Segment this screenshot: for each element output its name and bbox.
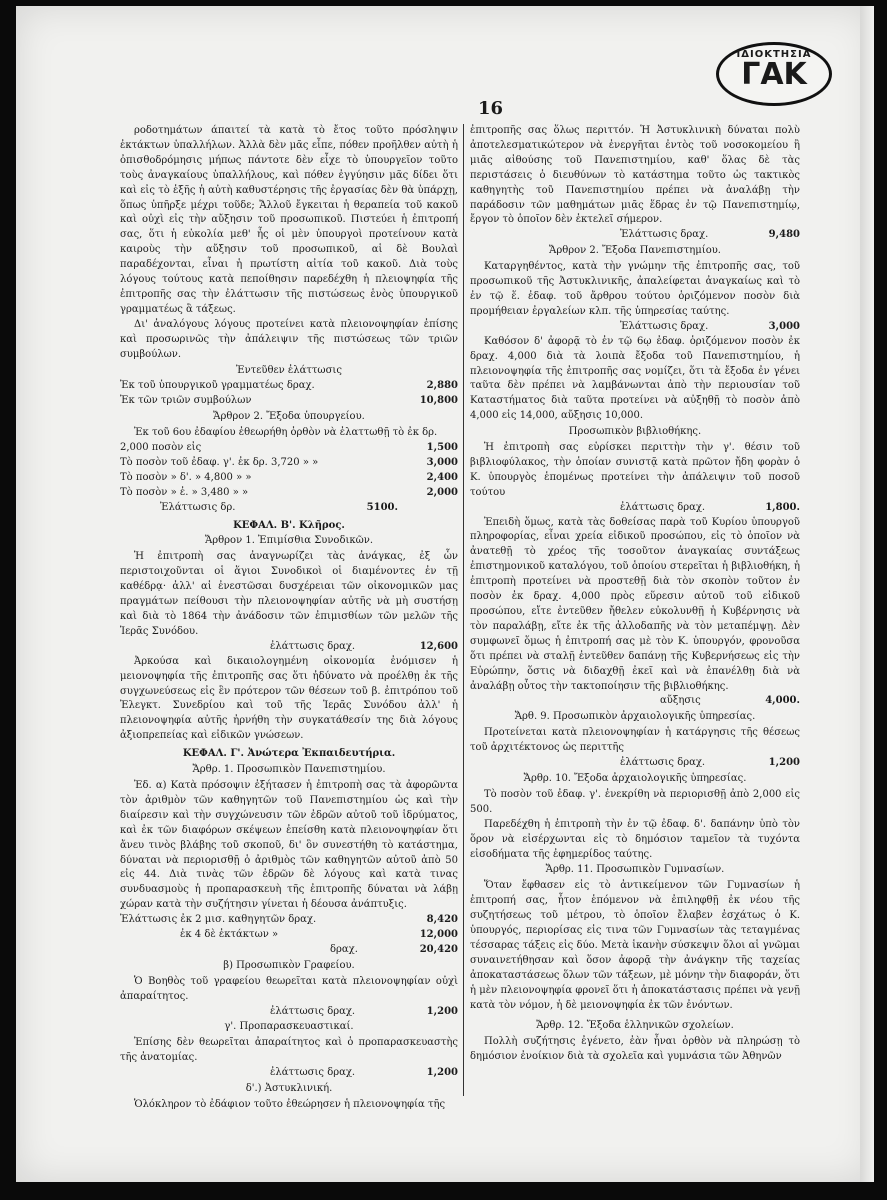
subheading: Ἐντεῦθεν ἐλάττωσις <box>236 364 342 376</box>
paragraph: Ἐδ. α) Κατὰ πρόσοψιν ἐξήτασεν ἡ ἐπιτροπὴ σας τὰ ἀφορῶντα τὸν ἀριθμὸν τῶν καθηγητῶν τοῦ Πανεπιστημίου ὡς καὶ τὴν διαίρεσιν καὶ τὴν συγχώνευσιν τῶν ἐδρῶν αὐτοῦ τοῦ ἱδρύματος, καὶ ἐκ τῶν διαφόρων σκέψεων ἐπείσθη κατὰ πλειονοψηφίαν ὅτι ἄνευ τινὸς βλάβης τοῦ σκοποῦ, δι' ὃν συνεστήθη τὸ κατάστημα, δύναται νὰ περιορισθῇ ὁ ἀριθμὸς τῶν καθηγητῶν αὐτοῦ ἀπὸ 50 εἰς 44. Διὰ τινὰς τῶν ἐδρῶν δὲ λόγους καὶ κατὰ τινας συνδυασμοὺς ἡ προπαρασκευὴ τῆς ἐπιτροπῆς δύναται νὰ λάβῃ χώραν κατὰ τὴν συζήτησιν γίνεται ἡ δέουσα ἀνάπτυξις. <box>120 779 458 911</box>
paragraph: Ἐπειδὴ ὅμως, κατὰ τὰς δοθείσας παρὰ τοῦ Κυρίου ὑπουργοῦ πληροφορίας, εἶναι χρεία εἰδικοῦ προσώπου, εἰς τὸ ὁποῖον νὰ ἀνατεθῇ τὸ χρέος τῆς τοσοῦτον ἀναγκαίας συντάξεως ἐπιστημονικοῦ καταλόγου, τοῦ ὁποίου στερεῖται ἡ βιβλιοθήκη, ἡ ἐπιτροπὴ προτείνει νὰ προστεθῇ διὰ τὸν σκοπὸν τοῦτον ἐν ποσὸν ἐκ δραχ. 4,000 πρὸς εὕρεσιν αὐτοῦ τοῦ εἰδικοῦ προσώπου, εἴτε ἐντεῦθεν ἤθελεν εὐκολυνθῇ ἡ Κυβέρνησις νὰ τὸν παραλάβῃ, εἴτε ἐκ τῆς ἀλλοδαπῆς νὰ τὸν μεταπέμψῃ. Δὲν συμφωνεῖ ὅμως ἡ ἐπιτροπή σας μὲ τὸν Κ. ὑπουργόν, φρονοῦσα ὅτι πρέπει νὰ σταλῇ ἐντεῦθεν δαπάνῃ τῆς Κυβερνήσεως εἰς τὴν Εὐρώπην, ὅστις νὰ διδαχθῇ ἐκεῖ καὶ νὰ ἐπανέλθῃ διὰ νὰ ἀναλάβῃ οὗτος τὴν τακτοποίησιν τῆς βιβλιοθήκης. <box>470 516 800 692</box>
ledger-row <box>470 228 800 243</box>
ledger-label: Ἐκ τῶν τριῶν συμβούλων <box>120 395 252 407</box>
ledger-row <box>120 441 458 456</box>
ledger-label: Ἐκ τοῦ ὑπουργικοῦ γραμματέως δραχ. <box>120 380 315 392</box>
ledger-row <box>120 913 458 928</box>
ledger-value: 3,000 <box>768 320 800 332</box>
paragraph: Ἡ ἐπιτροπὴ σας ἀναγνωρίζει τὰς ἀνάγκας, ἐξ ὧν περιστοιχοῦνται οἱ ἅγιοι Συνοδικοὶ οἱ διαμένοντες ἐν τῇ καθέδρᾳ· ἀλλ' αἱ ἐνεστῶσαι δυσχέρειαι τῶν οἰκονομικῶν μας πραγμάτων πείθουσι τὴν πλειονοψηφίαν αὐτῆς νὰ μὴ συστήσῃ καὶ διὰ τὸ 1864 τὴν ἀνάδοσιν τῶν ἐπιμισθίων τῶν μελῶν τῆς Ἱερᾶς Συνόδου. <box>120 551 458 637</box>
ledger-value: 2,880 <box>426 380 458 392</box>
ledger-row <box>120 456 458 471</box>
page-number: 16 <box>478 98 504 119</box>
ledger-label: ἐκ 4 δὲ ἐκτάκτων » <box>180 929 279 941</box>
ledger-label: Ἐλάττωσις ἐκ 2 μισ. καθηγητῶν δραχ. <box>120 914 317 926</box>
paragraph: Ἀρκούσα καὶ δικαιολογημένη οἰκονομία ἐνόμισεν ἡ μειονοψηφία τῆς ἐπιτροπῆς σας ὅτι ἠδύνατο νὰ προέλθῃ ἐκ τῆς συγχωνεύσεως εἰς ἓν πρότερον τῶν θέσεων τοῦ β. ἐπιτρόπου τοῦ Ἐλεγκτ. Συνεδρίου καὶ τοῦ τῆς Ἱερᾶς Συνόδου ἀλλ' ἡ πλειονοψηφία αὐτῆς ἠρνήθη τὴν συγκατάθεσίν της διὰ λόγους ἀξιοπρεπείας καὶ εἰδικῶν γνώσεων. <box>120 655 458 742</box>
column-divider <box>463 124 464 1096</box>
ledger-label: Τὸ ποσὸν » ἐ. » 3,480 » » <box>120 486 249 498</box>
ledger-label: Ἐλάττωσις δραχ. <box>620 229 709 241</box>
ledger-label: ἐλάττωσις δραχ. <box>270 1067 356 1079</box>
chapter-heading: ΚΕΦΑΛ. Β'. Κλῆρος. <box>233 519 345 531</box>
paragraph: Παρεδέχθη ἡ ἐπιτροπὴ τὴν ἐν τῷ ἐδαφ. δ'. δαπάνην ὑπὸ τὸν ὅρον νὰ εἰσέρχωνται εἰς τὸ δημόσιον ταμεῖον τὰ τυχόντα εἰσοδήματα τῆς ἐφημερίδος ταύτης. <box>470 818 800 860</box>
article-heading: Ἄρθρ. 10. Ἔξοδα ἀρχαιολογικῆς ὑπηρεσίας. <box>523 772 747 784</box>
ledger-value: 4,000. <box>765 695 800 707</box>
ledger-note: Ἐκ τοῦ 6ου ἐδαφίου ἐθεωρήθη ὀρθὸν νὰ ἐλαττωθῇ τὸ ἐκ δρ. <box>134 427 438 439</box>
ledger-value: 2,000 <box>426 486 458 498</box>
chapter-heading: ΚΕΦΑΛ. Γ'. Ἀνώτερα Ἐκπαιδευτήρια. <box>182 748 396 760</box>
stamp-logo-text: ΓΑΚ <box>741 57 807 92</box>
ledger-row <box>120 943 458 958</box>
ledger-value: 2,400 <box>426 471 458 483</box>
ledger-value: 12,000 <box>419 929 458 941</box>
ledger-value: 20,420 <box>419 943 458 955</box>
ownership-stamp <box>716 42 832 106</box>
ledger-label: Τὸ ποσὸν » δ'. » 4,800 » » <box>120 471 252 483</box>
ledger-value: 1,800. <box>765 501 800 513</box>
ledger-row <box>120 640 458 655</box>
ledger-value: 10,800 <box>419 395 458 407</box>
ledger-row <box>120 1005 458 1020</box>
article-heading: Ἄρθ. 9. Προσωπικὸν ἀρχαιολογικῆς ὑπηρεσίας. <box>514 711 756 723</box>
article-heading: Ἄρθρ. 11. Προσωπικὸν Γυμνασίων. <box>545 864 725 876</box>
ledger-row <box>470 694 800 709</box>
paragraph: Ὅταν ἔφθασεν εἰς τὸ ἀντικείμενον τῶν Γυμνασίων ἡ ἐπιτροπή σας, ἦτον ἑπόμενον νὰ ἐπιληφθῇ ἐκ νέου τῆς συζητήσεως τοῦ μέτρου, τὸ ὁποῖον ἔλαβεν ἐσχάτως ὁ Κ. ὑπουργός, περιορίσας εἰς τινα τῶν Γυμνασίων τὰς τεταγμένας τέσσαρας τάξεις εἰς δύο. Μετὰ ἱκανὴν σύσκεψιν ὅλοι αἱ γνῶμαι συναινετήθησαν καὶ ὅσον ἀφορᾷ τὴν ἀνάγκην τῆς ταχείας ἀποκαταστάσεως ὅλων τῶν τάξεων, μὲ μόνην τὴν διαφοράν, ὅτι ἡ μὲν πλειονοψηφία φρονεῖ ὅτι ἡ ἀποκατάστασις πρέπει νὰ γενῇ κατὰ τὸν νόμον, ἡ δὲ μειονοψηφία ἐκ τῶν ἐνόντων. <box>470 880 800 1011</box>
article-heading: Ἄρθρον 2. Ἔξοδα Πανεπιστημίου. <box>549 245 721 257</box>
section-heading: Προσωπικὸν βιβλιοθήκης. <box>568 426 702 438</box>
ledger-label: δραχ. <box>330 943 358 955</box>
ledger-label: ἐλάττωσις δραχ. <box>620 501 706 513</box>
ledger-label: Τὸ ποσὸν τοῦ ἐδαφ. γ'. ἐκ δρ. 3,720 » » <box>120 456 319 468</box>
paragraph: Ἡ ἐπιτροπὴ σας εὑρίσκει περιττὴν τὴν γ'. θέσιν τοῦ βιβλιοφύλακος, τὴν ὁποίαν συνιστᾷ κατὰ πρῶτον ἤδη φορὰν ὁ Κ. ὑπουργὸς ἑπομένως προτείνει τὴν ἀπάλειψιν τοῦ ποσοῦ τούτου <box>470 442 800 498</box>
paragraph: Δι' ἀναλόγους λόγους προτείνει κατὰ πλειονοψηφίαν ἐπίσης καὶ προσωρινῶς τὴν ἀπάλειψιν τῆς πιστώσεως τῶν τριῶν συμβούλων. <box>120 318 458 360</box>
paragraph: Πολλὴ συζήτησις ἐγένετο, ἐὰν ἦναι ὀρθὸν νὰ πληρώσῃ τὸ δημόσιον ἐνοίκιον διὰ τὰ σχολεῖα καὶ γυμνάσια τῶν Ἀθηνῶν <box>470 1036 800 1063</box>
ledger-label: Ἐλάττωσις δρ. <box>160 501 236 513</box>
section-heading: γ'. Προπαρασκευαστικαί. <box>224 1021 354 1033</box>
ledger-row <box>120 501 458 516</box>
paragraph: ροδοτημάτων άπαιτεί τὰ κατὰ τὸ ἔτος τοῦτο πρόσληψιν ἐκτάκτων ὑπαλλήλων. Ἀλλὰ δὲν μᾶς εἶπε, πόθεν προῆλθεν αὐτὴ ἡ ὀπισθοδρόμησις μήπως πάντοτε δὲν εἶχε τὸ ὑπουργεῖον τοῦτο τοὺς ἀναγκαίους ὑπαλλήλους, καὶ πόθεν ἐγγύησιν μᾶς δίδει ὅτι καὶ εἰς τὸ ἑξῆς ἡ αὐτὴ καθυστέρησις τῆς ἐργασίας δὲν θὰ ὑπάρχῃ, ὅπως ὑπῆρξε μέχρι τοῦδε; Ἄλλοῦ ἔγκειται ἡ θεραπεία τοῦ κακοῦ καὶ οὐχὶ εἰς τὴν αὔξησιν τοῦ προσωπικοῦ. Πιστεύει ἡ ἐπιτροπή σας, ὅτι ἡ εὐκολία μεθ' ἧς οἱ μὲν ὑπουργοὶ προτείνουν κατὰ καιροὺς τὴν αὔξησιν τοῦ προσωπικοῦ, αἱ δὲ Βουλαὶ παραδέχονται, εἶναι ἡ πρωτίστη αἰτία τοῦ κακοῦ. Διὰ τοὺς λόγους τούτους κατὰ πεποίθησιν παρεδέχθη ἡ πλειοψηφία τῆς ἐπιτροπῆς σας τὴν ἐλάττωσιν τῆς πιστώσεως ἑνὸς ὑπουργικοῦ γραμματέως ἃ τάξεως. <box>120 125 458 315</box>
paragraph: Ὁ Βοηθὸς τοῦ γραφείου θεωρεῖται κατὰ πλειονοψηφίαν οὐχὶ ἀπαραίτητος. <box>120 975 458 1002</box>
ledger-row <box>120 379 458 394</box>
ledger-label: 2,000 ποσὸν εἰς <box>120 442 202 454</box>
ledger-row <box>470 756 800 771</box>
ledger-row <box>470 501 800 516</box>
left-column <box>120 124 458 1113</box>
ledger-row <box>120 471 458 486</box>
paragraph: Καθόσον δ' ἀφορᾷ τὸ ἐν τῷ 6ῳ ἐδαφ. ὁριζόμενον ποσὸν ἐκ δραχ. 4,000 διὰ τὰ λοιπὰ ἔξοδα τοῦ Πανεπιστημίου, ἡ πλειονοψηφία τῆς ἐπιτροπῆς σας νομίζει, ὅτι τὰ ἔξοδα ἐν γένει ταῦτα δὲν πρέπει νὰ λαμβάνωνται ἀπὸ τὴν περιουσίαν τοῦ Καταστήματος διὰ ταῦτα προτείνει νὰ αὐξηθῇ τὸ ποσὸν ἀπὸ 4,000 εἰς 14,000, αὔξησις 10,000. <box>470 335 800 422</box>
stamp-caption: ΙΔΙΟΚΤΗΣΙΑ <box>736 49 812 60</box>
article-heading: Ἄρθρ. 1. Προσωπικὸν Πανεπιστημίου. <box>192 764 386 776</box>
ledger-label: αὔξησις <box>660 695 701 707</box>
right-column <box>470 124 800 1065</box>
ledger-label: ἐλάττωσις δραχ. <box>270 1005 356 1017</box>
ledger-label: Ἐλάττωσις δραχ. <box>620 320 709 332</box>
paragraph: Καταργηθέντος, κατὰ τὴν γνώμην τῆς ἐπιτροπῆς σας, τοῦ προσωπικοῦ τῆς Ἀστυκλινικῆς, ἀπαλείφεται ἀναγκαίως καὶ τὸ ἐν τῷ ἕ. ἐδαφ. τοῦ ἄρθρου τούτου ὁριζόμενον ποσὸν διὰ προμήθειαν ἐργαλείων κλπ. τῆς ὑπηρεσίας ταύτης. <box>470 261 800 317</box>
paragraph: Ὁλόκληρον τὸ ἐδάφιον τοῦτο ἐθεώρησεν ἡ πλειονοψηφία τῆς <box>134 1099 446 1110</box>
ledger-value: 9,480 <box>768 229 800 241</box>
paragraph: Προτείνεται κατὰ πλειονοψηφίαν ἡ κατάργησις τῆς θέσεως τοῦ ἀρχιτέκτονος ὡς περιττῆς <box>470 727 800 754</box>
ledger-row <box>120 394 458 409</box>
ledger-row <box>470 320 800 335</box>
ledger-row <box>120 1066 458 1081</box>
ledger-row <box>120 486 458 501</box>
paragraph: ἐπιτροπῆς σας ὅλως περιττόν. Ἡ Ἀστυκλινικὴ δύναται πολὺ ἀποτελεσματικώτερον νὰ ἐνεργῆται ἐντὸς τοῦ νοσοκομείου ἢ μιᾶς αἰθούσης τοῦ Πανεπιστημίου, καθ' ὅλας δὲ τὰς περιστάσεις ὁ διευθύνων τὸ κατάστημα τοῦτο ὡς τακτικὸς καθηγητὴς τοῦ Πανεπιστημίου πρέπει νὰ ἀναλάβῃ τὴν παράδοσιν τῶν μαθημάτων μιᾶς ἕδρας ἐν τῷ Πανεπιστημίῳ, ἔργον τὸ ὁποῖον δὲν ἐκτελεῖ σήμερον. <box>470 125 800 226</box>
ledger-value: 1,200 <box>426 1067 458 1079</box>
ledger-value: 1,200 <box>426 1005 458 1017</box>
paragraph: Ἐπίσης δὲν θεωρεῖται ἀπαραίτητος καὶ ὁ προπαρασκευαστὴς τῆς ἀνατομίας. <box>120 1037 458 1064</box>
article-heading: Ἄρθρον 1. Ἐπιμίσθια Συνοδικῶν. <box>204 535 374 547</box>
ledger-row <box>120 928 458 943</box>
ledger-label: ἐλάττωσις δραχ. <box>620 757 706 769</box>
article-heading: Ἄρθρον 2. Ἔξοδα ὑπουργείου. <box>213 411 365 423</box>
ledger-value: 1,200 <box>768 757 800 769</box>
ledger-value: 1,500 <box>426 442 458 454</box>
ledger-label: ἐλάττωσις δραχ. <box>270 640 356 652</box>
section-heading: δ'.) Ἀστυκλινική. <box>245 1083 333 1095</box>
ledger-value: 3,000 <box>426 456 458 468</box>
ledger-value: 8,420 <box>426 914 458 926</box>
ledger-value: 5100. <box>366 501 398 513</box>
paragraph: Τὸ ποσὸν τοῦ ἐδαφ. γ'. ἐνεκρίθη νὰ περιορισθῇ ἀπὸ 2,000 εἰς 500. <box>470 788 800 815</box>
ledger-value: 12,600 <box>419 640 458 652</box>
article-heading: Ἄρθρ. 12. Ἔξοδα ἑλληνικῶν σχολείων. <box>536 1020 734 1032</box>
section-heading: β) Προσωπικὸν Γραφείου. <box>223 959 355 971</box>
